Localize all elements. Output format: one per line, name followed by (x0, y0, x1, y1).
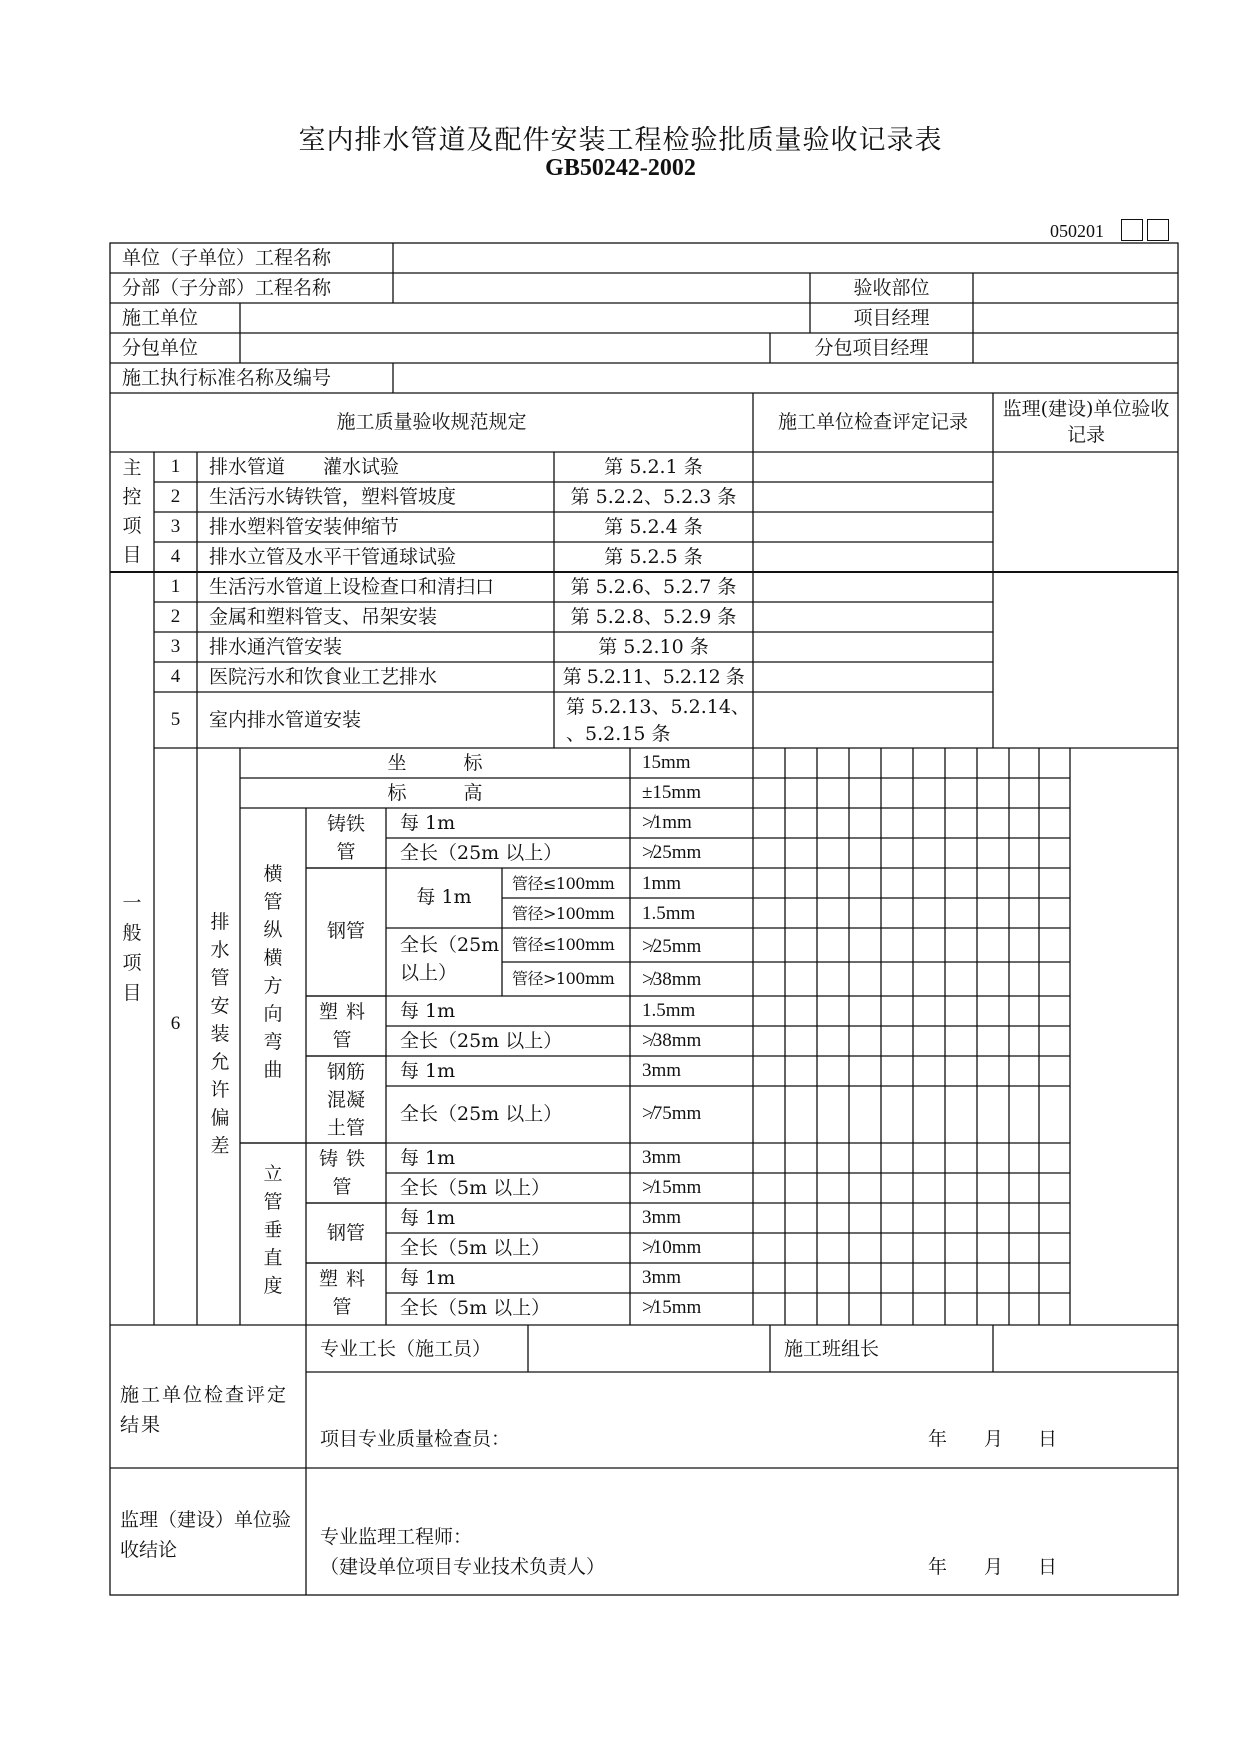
per-1m-label: 每 1m (400, 1060, 456, 1082)
tolerance-value: 1mm (642, 873, 682, 894)
general-item-clause: 第 5.2.8、5.2.9 条 (570, 606, 737, 628)
standard-field[interactable] (405, 367, 1165, 389)
general-item-name: 生活污水管道上设检查口和清扫口 (209, 576, 495, 598)
tolerance-value: 1.5mm (642, 1000, 696, 1021)
sub-project-manager-field[interactable] (980, 337, 1170, 359)
tolerance-value: ≯75mm (642, 1103, 702, 1124)
full-length-label: 全长（5m 以上） (400, 1177, 551, 1199)
general-item-name: 医院污水和饮食业工艺排水 (209, 666, 438, 688)
tolerance-value: ≯38mm (642, 1030, 702, 1051)
project-manager-label: 项目经理 (853, 307, 930, 329)
cast-iron-label: 铸铁管 (326, 813, 365, 863)
constructor-record-header: 施工单位检查评定记录 (777, 411, 968, 433)
project-manager-field[interactable] (980, 307, 1170, 329)
plastic-label: 塑料管 (318, 1001, 373, 1051)
main-item-clause: 第 5.2.1 条 (604, 456, 703, 478)
diameter-gt-label: 管径>100mm (512, 904, 615, 923)
team-leader-field[interactable] (1000, 1338, 1170, 1360)
team-leader-label: 施工班组长 (784, 1338, 880, 1360)
diameter-gt-label: 管径>100mm (512, 969, 615, 988)
general-item-no: 3 (170, 636, 181, 657)
per-1m-label: 每 1m (416, 886, 472, 908)
subcontractor-label: 分包单位 (122, 337, 199, 359)
main-control-label: 主控项目 (122, 457, 142, 566)
item6-group-label: 排水管安装允许偏差 (210, 911, 230, 1157)
main-item-name: 排水立管及水平干管通球试验 (209, 546, 457, 568)
main-item-name: 排水塑料管安装伸缩节 (209, 516, 400, 538)
main-item-no: 4 (170, 546, 181, 567)
tolerance-value: ≯10mm (642, 1237, 702, 1258)
diameter-le-label: 管径≤100mm (512, 935, 615, 954)
item6-no: 6 (170, 1013, 181, 1034)
form-code: 050201 (1050, 221, 1104, 241)
vertical-plumb-label: 立管垂直度 (263, 1163, 283, 1297)
tolerance-value: 1.5mm (642, 903, 696, 924)
subproject-label: 分部（子分部）工程名称 (122, 277, 332, 299)
form-title: 室内排水管道及配件安装工程检验批质量验收记录表 (298, 125, 943, 156)
general-label: 一般项目 (122, 892, 142, 1004)
constructor-label: 施工单位 (122, 307, 199, 329)
supervisor-conclusion-label: 监理（建设）单位验收结论 (120, 1509, 292, 1561)
steel-label: 钢管 (326, 920, 365, 942)
tolerance-value: 3mm (642, 1207, 682, 1228)
main-item-no: 1 (170, 456, 181, 477)
standard-code: GB50242-2002 (545, 155, 696, 181)
main-item-no: 3 (170, 516, 181, 537)
coord-label: 坐 标 (387, 752, 483, 774)
foreman-field[interactable] (538, 1338, 763, 1360)
month-label: 月 (984, 1556, 1004, 1578)
general-item-clause: 第 5.2.11、5.2.12 条 (562, 666, 745, 688)
constructor-field[interactable] (250, 307, 800, 329)
per-1m-label: 每 1m (400, 1147, 456, 1169)
diameter-le-label: 管径≤100mm (512, 874, 615, 893)
main-item-clause: 第 5.2.5 条 (604, 546, 703, 568)
project-name-field[interactable] (405, 247, 1165, 269)
coord-value: 15mm (642, 752, 691, 773)
general-item-name: 排水通汽管安装 (209, 636, 343, 658)
cast-iron-label: 铸铁管 (318, 1148, 373, 1198)
horizontal-bend-label: 横管纵横方向弯曲 (263, 863, 283, 1081)
main-item-no: 2 (170, 486, 181, 507)
project-name-label: 单位（子单位）工程名称 (122, 247, 332, 269)
subproject-field[interactable] (405, 277, 800, 299)
general-item-name: 金属和塑料管支、吊架安装 (209, 606, 438, 628)
main-item-clause: 第 5.2.2、5.2.3 条 (570, 486, 737, 508)
tolerance-value: 3mm (642, 1267, 682, 1288)
general-item-no: 2 (170, 606, 181, 627)
main-item-name: 生活污水铸铁管，塑料管坡度 (209, 486, 457, 508)
general-item-name: 室内排水管道安装 (209, 709, 362, 731)
tolerance-value: 3mm (642, 1147, 682, 1168)
year-label: 年 (928, 1428, 948, 1450)
tolerance-value: ≯15mm (642, 1177, 702, 1198)
elev-value: ±15mm (642, 782, 701, 803)
full-length-label: 全长（25m (400, 934, 500, 956)
general-item-no: 1 (170, 576, 181, 597)
general-item-clause: 第 5.2.6、5.2.7 条 (570, 576, 737, 598)
steel-label: 钢管 (326, 1222, 365, 1244)
year-label: 年 (928, 1556, 948, 1578)
acceptance-part-label: 验收部位 (853, 277, 930, 299)
constructor-result-label: 施工单位检查评定结果 (120, 1384, 289, 1436)
main-item-name: 排水管道 灌水试验 (209, 456, 400, 478)
per-1m-label: 每 1m (400, 1207, 456, 1229)
full-length-label: 全长（25m 以上） (400, 1103, 563, 1125)
supervisor-engineer-label: 专业监理工程师： (320, 1526, 473, 1548)
tolerance-value: ≯25mm (642, 936, 702, 957)
tolerance-value: ≯1mm (642, 812, 692, 833)
general-item-no: 5 (170, 709, 181, 730)
plastic-label: 塑料管 (318, 1268, 373, 1318)
owner-tech-label: （建设单位项目专业技术负责人） (320, 1556, 606, 1578)
tolerance-value: ≯38mm (642, 969, 702, 990)
main-item-clause: 第 5.2.4 条 (604, 516, 703, 538)
general-item-clause: 第 5.2.10 条 (598, 636, 709, 658)
full-length-label: 全长（5m 以上） (400, 1237, 551, 1259)
tolerance-value: ≯25mm (642, 842, 702, 863)
per-1m-label: 每 1m (400, 1267, 456, 1289)
month-label: 月 (984, 1428, 1004, 1450)
standard-label: 施工执行标准名称及编号 (122, 367, 332, 389)
general-item-clause: 、5.2.15 条 (566, 723, 671, 745)
day-label: 日 (1038, 1556, 1058, 1578)
foreman-label: 专业工长（施工员） (320, 1338, 492, 1360)
per-1m-label: 每 1m (400, 812, 456, 834)
day-label: 日 (1038, 1428, 1058, 1450)
tolerance-value: ≯15mm (642, 1297, 702, 1318)
subcontractor-field[interactable] (250, 337, 760, 359)
spec-column-header: 施工质量验收规范规定 (336, 411, 527, 433)
tolerance-value: 3mm (642, 1060, 682, 1081)
full-length-label: 全长（25m 以上） (400, 842, 563, 864)
inspector-label: 项目专业质量检查员： (320, 1428, 511, 1450)
elev-label: 标 高 (387, 782, 483, 804)
full-length-label: 全长（5m 以上） (400, 1297, 551, 1319)
general-item-clause: 第 5.2.13、5.2.14、 (566, 696, 750, 718)
full-length-label: 全长（25m 以上） (400, 1030, 563, 1052)
per-1m-label: 每 1m (400, 1000, 456, 1022)
acceptance-part-field[interactable] (980, 277, 1170, 299)
concrete-label: 钢筋混凝土管 (326, 1061, 365, 1139)
sub-project-manager-label: 分包项目经理 (814, 337, 929, 359)
full-length-label: 以上） (400, 962, 458, 984)
general-item-no: 4 (170, 666, 181, 687)
supervisor-record-header: 监理(建设)单位验收记录 (1002, 398, 1170, 446)
